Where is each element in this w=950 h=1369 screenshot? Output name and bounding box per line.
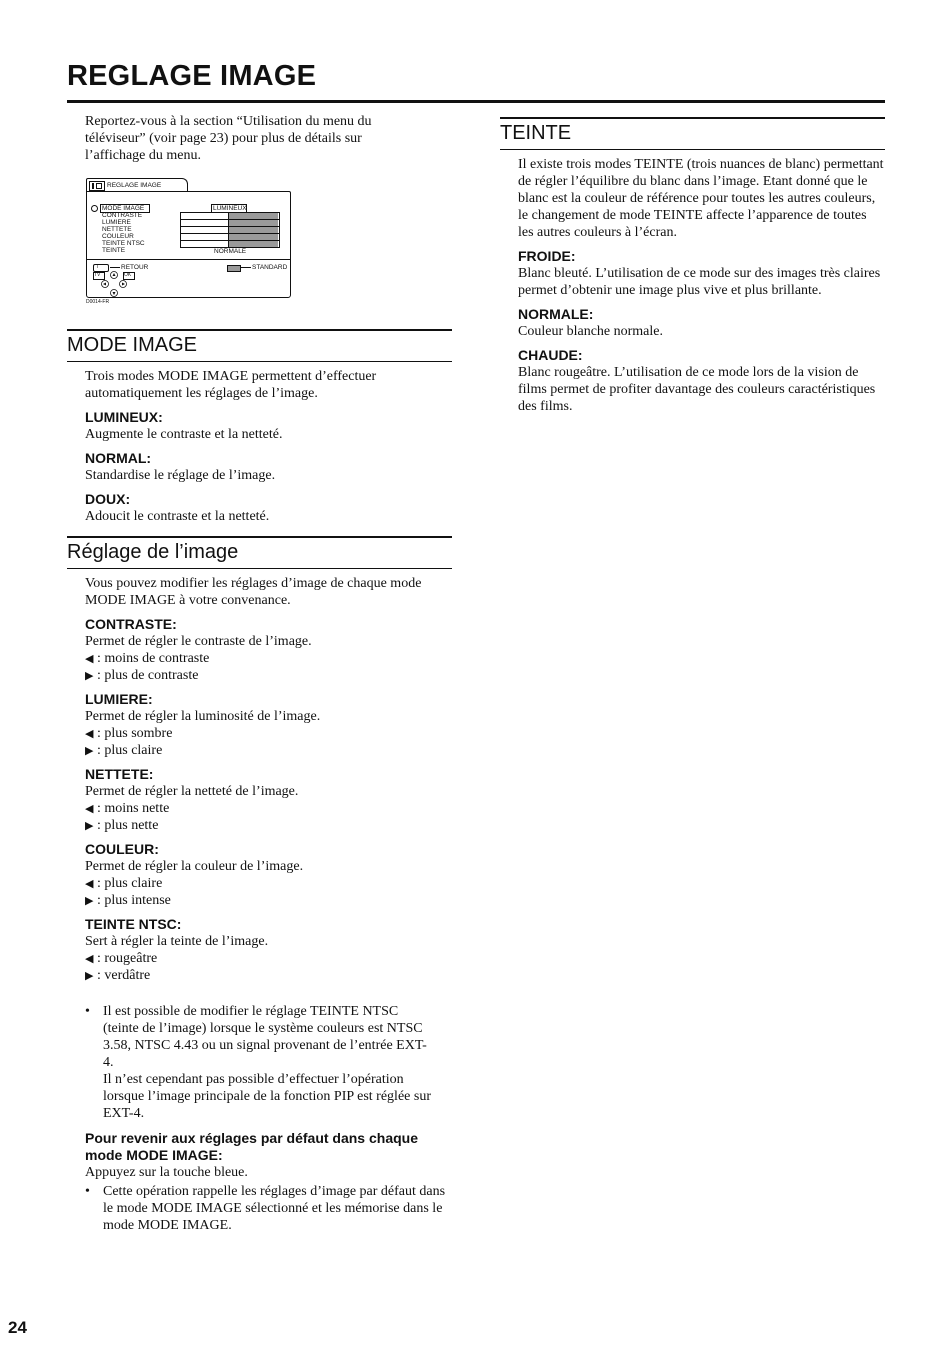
teinte-item-label: NORMALE: <box>518 306 594 322</box>
menu-mode-value: LUMINEUX <box>213 205 247 212</box>
mode-image-heading: MODE IMAGE <box>67 329 452 362</box>
adjust-item-label: LUMIERE: <box>85 691 153 707</box>
teinte-item-label: CHAUDE: <box>518 347 583 363</box>
left-arrow-icon: ◀ <box>85 877 94 890</box>
intro-paragraph: Reportez-vous à la section “Utilisation du menu du téléviseur” (voir page 23) pour plus de détails sur l’affichage du menu. <box>85 114 372 163</box>
menu-slider-block <box>180 212 280 248</box>
adjust-item-label: NETTETE: <box>85 766 154 782</box>
adjust-item-text: Permet de régler la couleur de l’image. <box>85 859 304 874</box>
menu-teinte-value: NORMALE <box>214 248 247 255</box>
menu-standard-label: STANDARD <box>252 264 288 271</box>
mode-item-text: Adoucit le contraste et la netteté. <box>85 509 270 524</box>
teinte-item <box>518 306 885 340</box>
teinte-item-text: Blanc bleuté. L’utilisation de ce mode sur des images très claires permet d’obtenir une image plus vive et plus brillante. <box>518 266 881 298</box>
menu-return-label: RETOUR <box>121 264 149 271</box>
ntsc-note-line2: Il n’est cependant pas possible d’effectuer l’opération lorsque l’image principale de la fonction PIP est réglée sur EXT-4. <box>103 1072 431 1121</box>
page-number: 24 <box>8 1318 27 1337</box>
adjust-item-label: TEINTE NTSC: <box>85 916 182 932</box>
right-arrow-icon: ▶ <box>85 744 94 757</box>
right-arrow-icon: ▶ <box>85 969 94 982</box>
adjust-left-text: : rougeâtre <box>93 951 158 966</box>
right-arrow-icon: ▶ <box>85 669 94 682</box>
right-arrow-icon: ▶ <box>85 819 94 832</box>
menu-item-nettete: NETTETE <box>102 226 132 233</box>
bullet-icon: • <box>85 1184 90 1199</box>
adjust-item-text: Sert à régler la teinte de l’image. <box>85 934 269 949</box>
title-rule <box>67 100 885 103</box>
tv-menu-icon <box>89 181 105 191</box>
right-arrow-icon: ▶ <box>85 894 94 907</box>
reset-heading: Pour revenir aux réglages par défaut dans chaque mode MODE IMAGE: <box>85 1130 418 1163</box>
adjust-item-label: COULEUR: <box>85 841 159 857</box>
ntsc-note-line1: Il est possible de modifier le réglage TEINTE NTSC (teinte de l’image) lorsque le système couleurs est NTSC 3.58, NTSC 4.43 ou un signal provenant de l’entrée EXT-4. <box>103 1004 427 1070</box>
page-title: REGLAGE IMAGE <box>67 60 317 92</box>
adjust-right-text: : plus intense <box>93 893 171 908</box>
mode-image-section <box>67 329 452 525</box>
mode-item <box>85 450 452 484</box>
adjust-item <box>85 916 452 984</box>
mode-item-label: LUMINEUX: <box>85 409 163 425</box>
adjust-left-text: : plus sombre <box>93 726 173 741</box>
adjust-item <box>85 691 452 759</box>
adjust-item-text: Permet de régler la netteté de l’image. <box>85 784 299 799</box>
mode-item-label: DOUX: <box>85 491 131 507</box>
left-arrow-icon: ◀ <box>85 802 94 815</box>
adjust-left-text: : moins de contraste <box>93 651 210 666</box>
menu-item-couleur: COULEUR <box>102 233 134 240</box>
figure-code: D0014-FR <box>86 299 110 305</box>
menu-header: REGLAGE IMAGE <box>107 182 162 189</box>
arrow-pad-icon <box>101 271 127 297</box>
adjust-right-text: : plus de contraste <box>93 668 199 683</box>
mode-item <box>85 409 452 443</box>
reset-text: Appuyez sur la touche bleue. <box>85 1165 248 1180</box>
adjust-right-text: : plus nette <box>93 818 159 833</box>
adjust-item <box>85 616 452 684</box>
teinte-item-label: FROIDE: <box>518 248 576 264</box>
adjust-item <box>85 841 452 909</box>
adjust-item <box>85 766 452 834</box>
reglage-heading: Réglage de l’image <box>67 536 452 569</box>
left-arrow-icon: ◀ <box>85 952 94 965</box>
adjust-left-text: : moins nette <box>93 801 170 816</box>
mode-item-text: Standardise le réglage de l’image. <box>85 468 276 483</box>
menu-ok-button: OK <box>124 272 132 278</box>
menu-item-teinte-ntsc: TEINTE NTSC <box>102 240 145 247</box>
reglage-section <box>67 536 452 1234</box>
menu-item-teinte: TEINTE <box>102 247 126 254</box>
adjust-item-text: Permet de régler la luminosité de l’image. <box>85 709 321 724</box>
mode-item <box>85 491 452 525</box>
teinte-intro: Il existe trois modes TEINTE (trois nuances de blanc) permettant de régler l’équilibre du blanc dans l’image. Etant donné que le blanc est la couleur de référence pour toutes les autres couleurs, le changement de mode TEINTE affecte l’apparence de toutes les autres couleurs à l’écran. <box>518 157 884 240</box>
menu-item-mode-image: MODE IMAGE <box>102 205 145 212</box>
ntsc-note <box>67 1003 432 1122</box>
teinte-item <box>518 248 885 299</box>
left-arrow-icon: ◀ <box>85 727 94 740</box>
left-arrow-icon: ◀ <box>85 652 94 665</box>
adjust-item-label: CONTRASTE: <box>85 616 177 632</box>
adjust-right-text: : verdâtre <box>93 968 151 983</box>
adjust-left-text: : plus claire <box>93 876 163 891</box>
menu-selector-icon <box>91 205 98 212</box>
reglage-intro: Vous pouvez modifier les réglages d’image de chaque mode MODE IMAGE à votre convenance. <box>85 576 422 608</box>
adjust-item-text: Permet de régler le contraste de l’image. <box>85 634 312 649</box>
teinte-item <box>518 347 885 415</box>
reset-block <box>85 1130 452 1234</box>
mode-item-label: NORMAL: <box>85 450 152 466</box>
bullet-icon: • <box>85 1004 90 1019</box>
blue-button-icon <box>227 265 241 272</box>
reset-bullet-text: Cette opération rappelle les réglages d’image par défaut dans le mode MODE IMAGE sélectionné et les mémorise dans le mode MODE IMAGE. <box>103 1184 446 1233</box>
adjust-right-text: : plus claire <box>93 743 163 758</box>
teinte-heading: TEINTE <box>500 117 885 150</box>
teinte-item-text: Couleur blanche normale. <box>518 324 664 339</box>
teinte-item-text: Blanc rougeâtre. L’utilisation de ce mode lors de la vision de films permet de profiter davantage des couleurs caractéristiques des films. <box>518 365 876 414</box>
menu-tv-button: TV <box>94 272 101 278</box>
menu-item-lumiere: LUMIERE <box>102 219 131 226</box>
menu-diagram: REGLAGE IMAGE MODE IMAGE CONTRASTE LUMIERE NETTETE COULEUR TEINTE NTSC TEINTE LUMINEUX NORMALE i RETOUR TV OK STANDARD D0014-FR <box>85 175 293 307</box>
mode-image-intro: Trois modes MODE IMAGE permettent d’effectuer automatiquement les réglages de l’image. <box>85 369 377 401</box>
teinte-section <box>500 117 885 415</box>
mode-item-text: Augmente le contraste et la netteté. <box>85 427 283 442</box>
menu-item-contraste: CONTRASTE <box>102 212 143 219</box>
